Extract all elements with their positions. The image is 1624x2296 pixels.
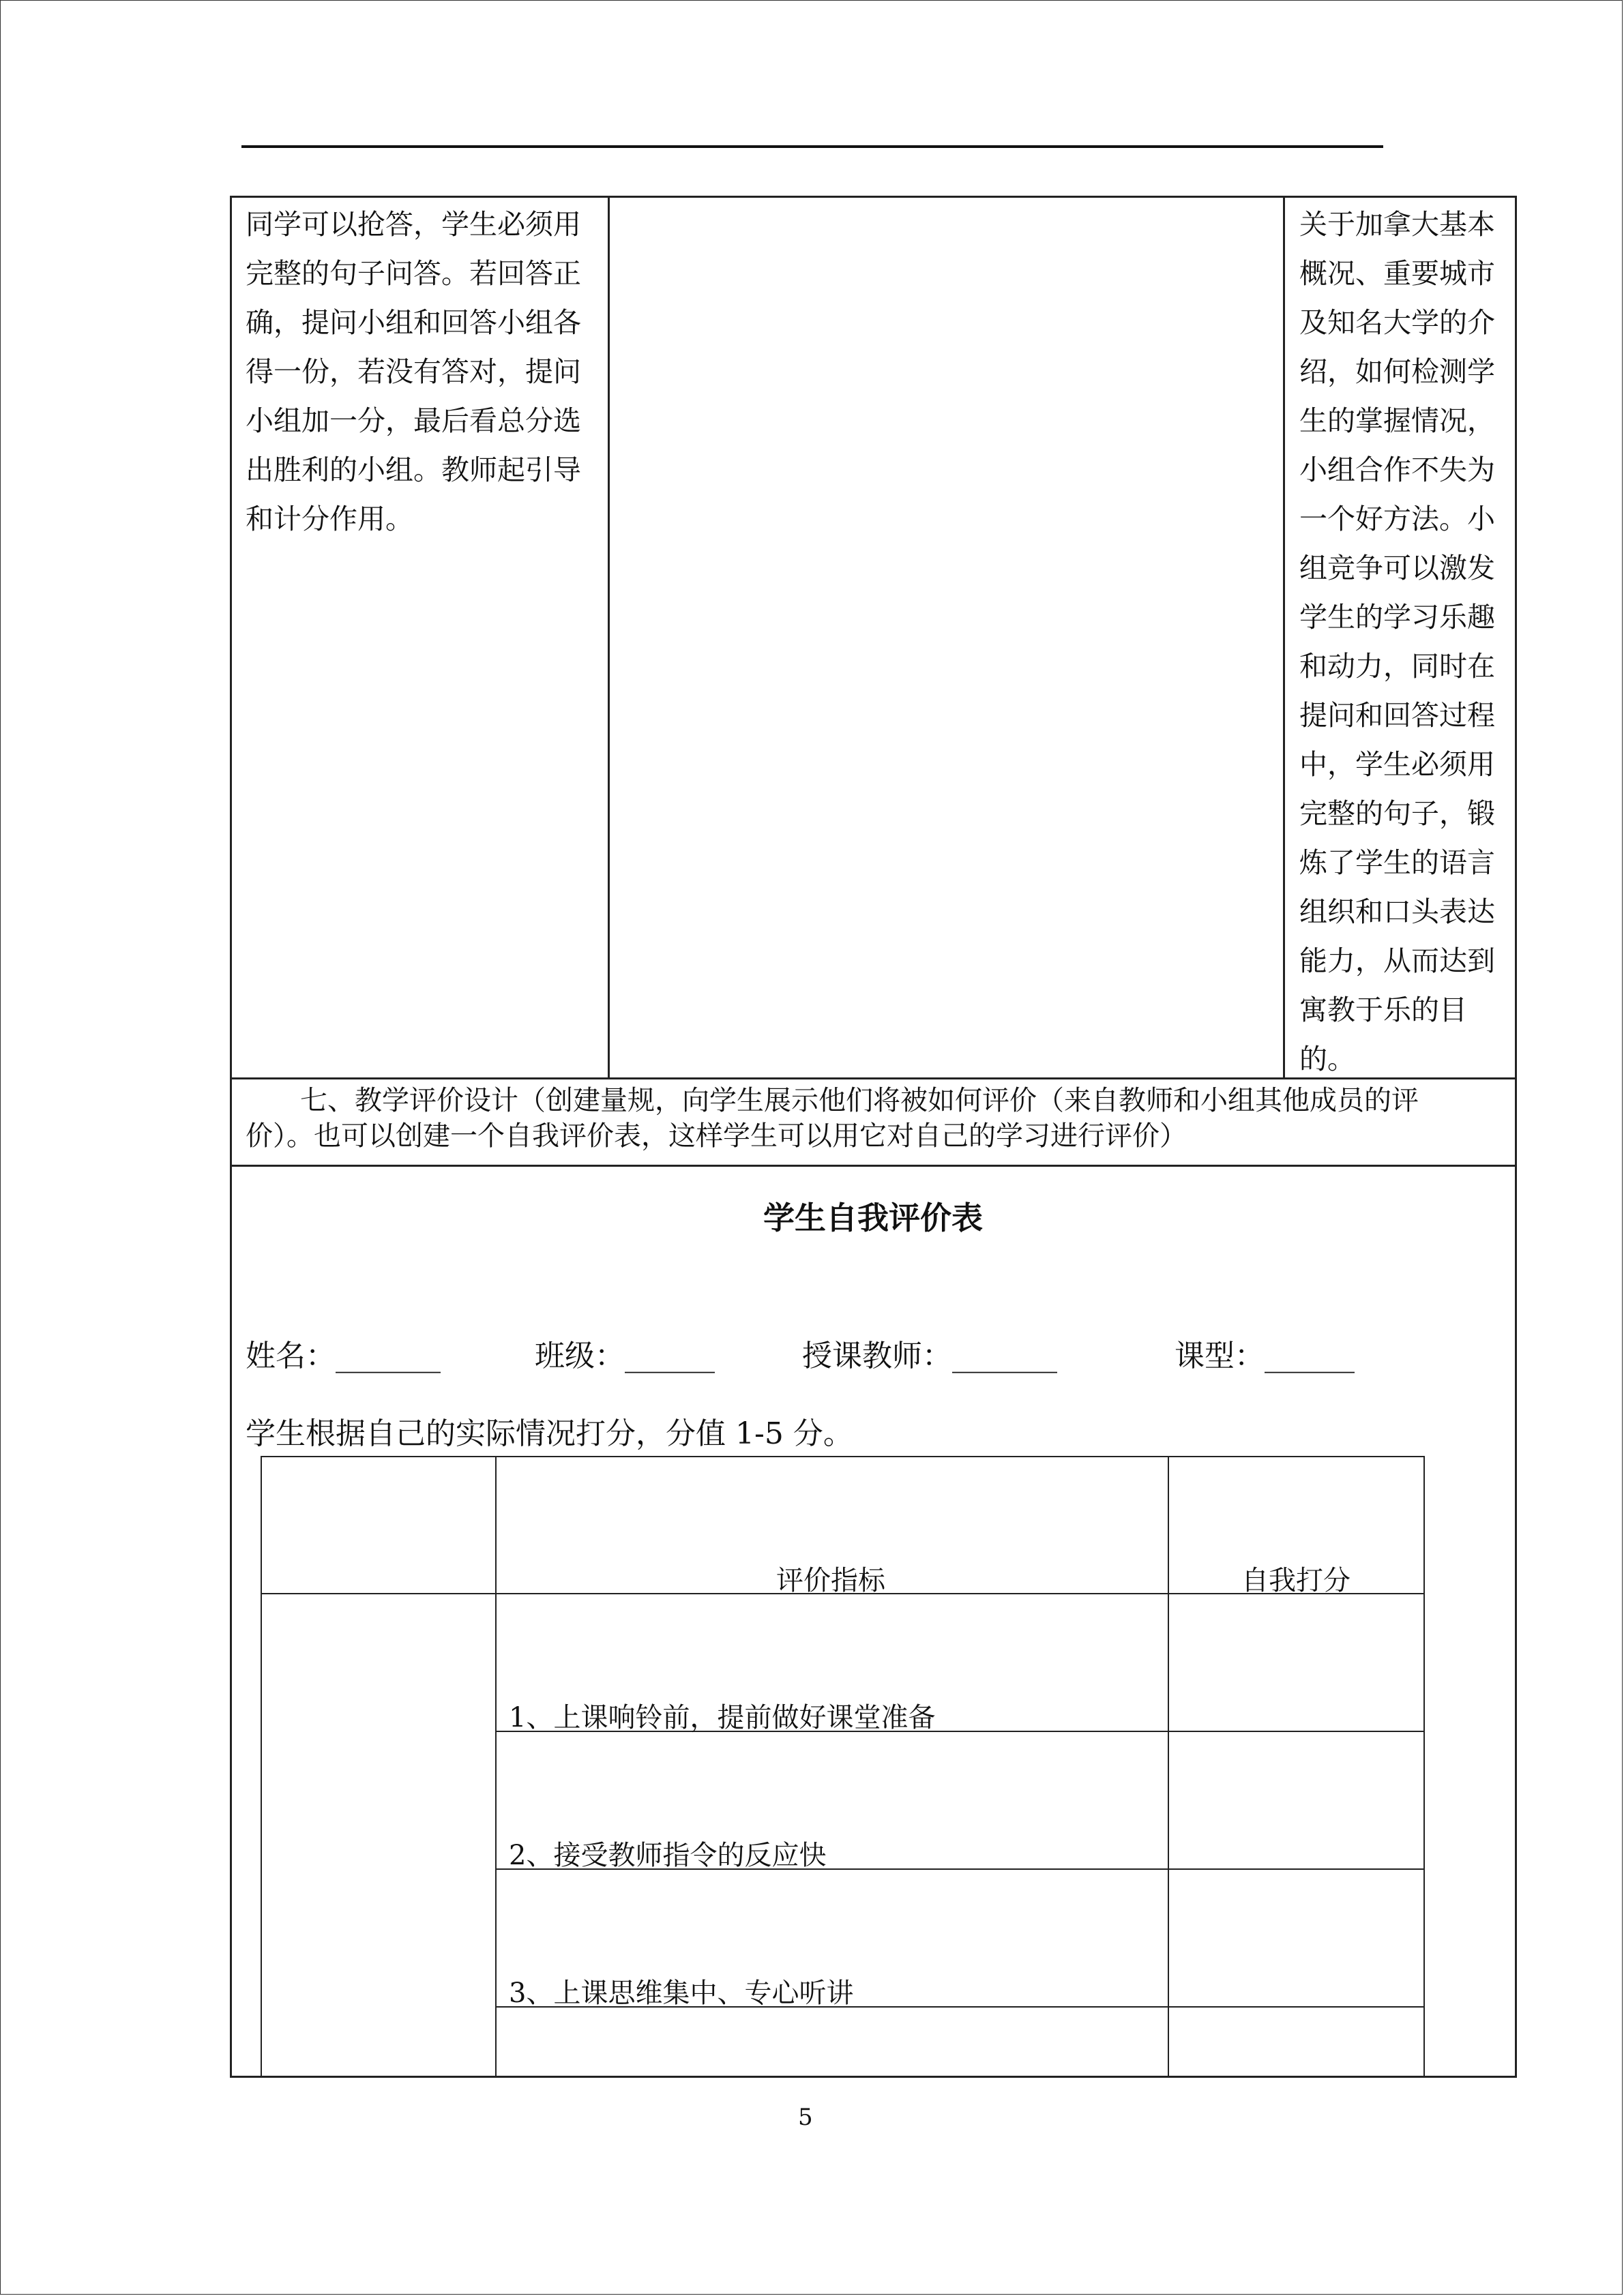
rationale-line: 学生的学习乐趣	[1299, 601, 1495, 633]
rationale-line: 能力，从而达到	[1299, 944, 1495, 977]
class-field: 班级：______	[535, 1339, 715, 1373]
form-title-wrap	[232, 1193, 1514, 1238]
rationale-line: 概况、重要城市	[1299, 257, 1495, 290]
activity-line: 和计分作用。	[246, 503, 413, 535]
rationale-line: 提问和回答过程	[1299, 699, 1495, 732]
table-top-border	[230, 196, 1517, 198]
teacher-field: 授课教师：_______	[802, 1339, 1057, 1373]
table-left-border	[230, 196, 232, 2078]
score-instruction: 学生根据自己的实际情况打分，分值 1-5 分。	[246, 1416, 853, 1451]
rationale-line: 中，学生必须用	[1299, 748, 1495, 781]
activity-line: 得一份，若没有答对，提问	[246, 355, 581, 388]
table-right-border	[1515, 196, 1517, 2078]
form-title: 学生自我评价表	[763, 1199, 983, 1236]
rationale-line: 和动力，同时在	[1299, 650, 1495, 683]
indicator-row-3: 3、上课思维集中、专心听讲	[509, 1978, 854, 2009]
inner-table-top	[261, 1456, 1425, 1457]
rationale-line: 炼了学生的语言	[1299, 846, 1495, 879]
column-divider-1	[608, 196, 610, 1079]
activity-line: 同学可以抢答，学生必须用	[246, 208, 581, 241]
rationale-text	[1299, 200, 1511, 1084]
rationale-line: 及知名大学的介	[1299, 306, 1495, 339]
section7-heading	[246, 1083, 1507, 1154]
table-bottom-border	[230, 2076, 1517, 2078]
inner-table-left	[261, 1456, 262, 2076]
column-divider-2	[1283, 196, 1285, 1079]
activity-line: 小组加一分，最后看总分选	[246, 404, 581, 437]
rationale-line: 一个好方法。小	[1299, 503, 1495, 535]
section7-line1: 七、教学评价设计（创建量规，向学生展示他们将被如何评价（来自教师和小组其他成员的评	[300, 1085, 1419, 1116]
rationale-line: 组竞争可以激发	[1299, 552, 1495, 584]
rationale-line: 的。	[1299, 1043, 1355, 1075]
header-score: 自我打分	[1241, 1565, 1350, 1596]
page-number: 5	[798, 2104, 813, 2131]
inner-table-right	[1423, 1456, 1425, 2076]
indicator-row-2: 2、接受教师指令的反应快	[509, 1840, 827, 1871]
indicator-row-1: 1、上课响铃前，提前做好课堂准备	[509, 1702, 936, 1733]
rationale-line: 生的掌握情况，	[1299, 404, 1495, 437]
rationale-line: 寓教于乐的目	[1299, 994, 1467, 1026]
activity-text	[246, 200, 600, 543]
rationale-line: 关于加拿大基本	[1299, 208, 1495, 241]
inner-col-divider-2	[1168, 1456, 1169, 2076]
lesson-type-field: 课型：______	[1175, 1339, 1355, 1373]
inner-col-divider-1	[495, 1456, 497, 2076]
activity-line: 出胜利的小组。教师起引导	[246, 453, 581, 486]
header-rule	[241, 145, 1383, 148]
section7-line2: 价）。也可以创建一个自我评价表，这样学生可以用它对自己的学习进行评价）	[246, 1120, 1187, 1152]
header-indicator: 评价指标	[776, 1565, 885, 1596]
row-divider-form	[230, 1165, 1517, 1167]
activity-line: 确，提问小组和回答小组各	[246, 306, 581, 339]
activity-line: 完整的句子问答。若回答正	[246, 257, 581, 290]
rationale-line: 绍，如何检测学	[1299, 355, 1495, 388]
rationale-line: 完整的句子，锻	[1299, 797, 1495, 830]
rationale-line: 小组合作不失为	[1299, 453, 1495, 486]
rationale-line: 组织和口头表达	[1299, 895, 1495, 928]
name-field: 姓名：_______	[246, 1339, 441, 1373]
